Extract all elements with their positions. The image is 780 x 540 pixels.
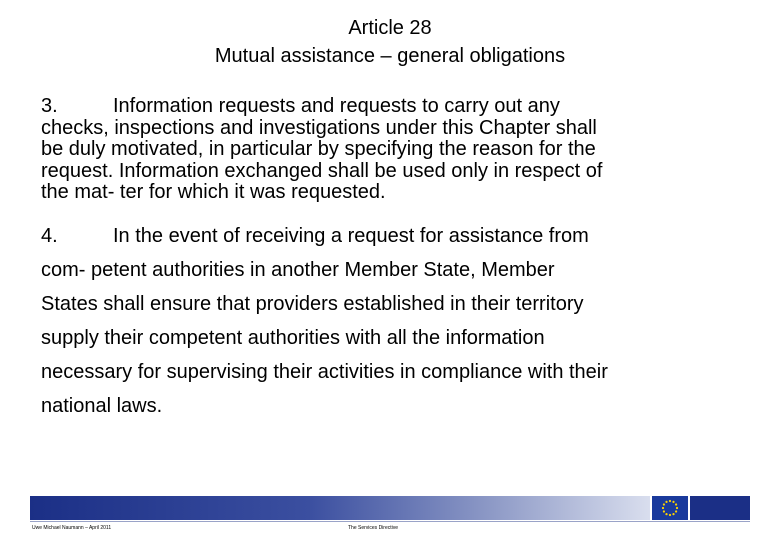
paragraph-line: request. Information exchanged shall be used only in respect of (41, 159, 603, 182)
paragraph-4 (41, 219, 771, 423)
footer-author: Uwe Michael Naumann – April 2011 (32, 525, 112, 531)
footer-gradient-bar (30, 496, 650, 520)
footer-logo-block (690, 496, 750, 520)
paragraph-line: supply their competent authorities with all the information (41, 327, 545, 349)
paragraph-line: States shall ensure that providers established in their territory (41, 293, 584, 315)
paragraph-number: 4. (41, 225, 58, 247)
paragraph-number: 3. (41, 95, 58, 117)
paragraph-line: 3. Information requests and requests to carry out any (41, 95, 560, 117)
paragraph-line: checks, inspections and investigations under this Chapter shall (41, 116, 597, 139)
paragraph-line: national laws. (41, 395, 163, 417)
paragraph-3 (41, 96, 771, 204)
footer-divider (30, 521, 750, 522)
paragraph-line: necessary for supervising their activities in compliance with their (41, 361, 608, 383)
paragraph-line: the mat- ter for which it was requested. (41, 181, 386, 203)
paragraph-line: be duly motivated, in particular by specifying the reason for the (41, 138, 596, 160)
article-title: Article 28 (348, 17, 432, 39)
paragraph-line: 4. In the event of receiving a request for assistance from (41, 219, 771, 253)
footer-topic: The Services Directive (348, 525, 399, 531)
article-subtitle: Mutual assistance – general obligations (214, 45, 566, 67)
eu-flag-icon (652, 496, 688, 520)
paragraph-line: com- petent authorities in another Member State, Member (41, 259, 555, 281)
